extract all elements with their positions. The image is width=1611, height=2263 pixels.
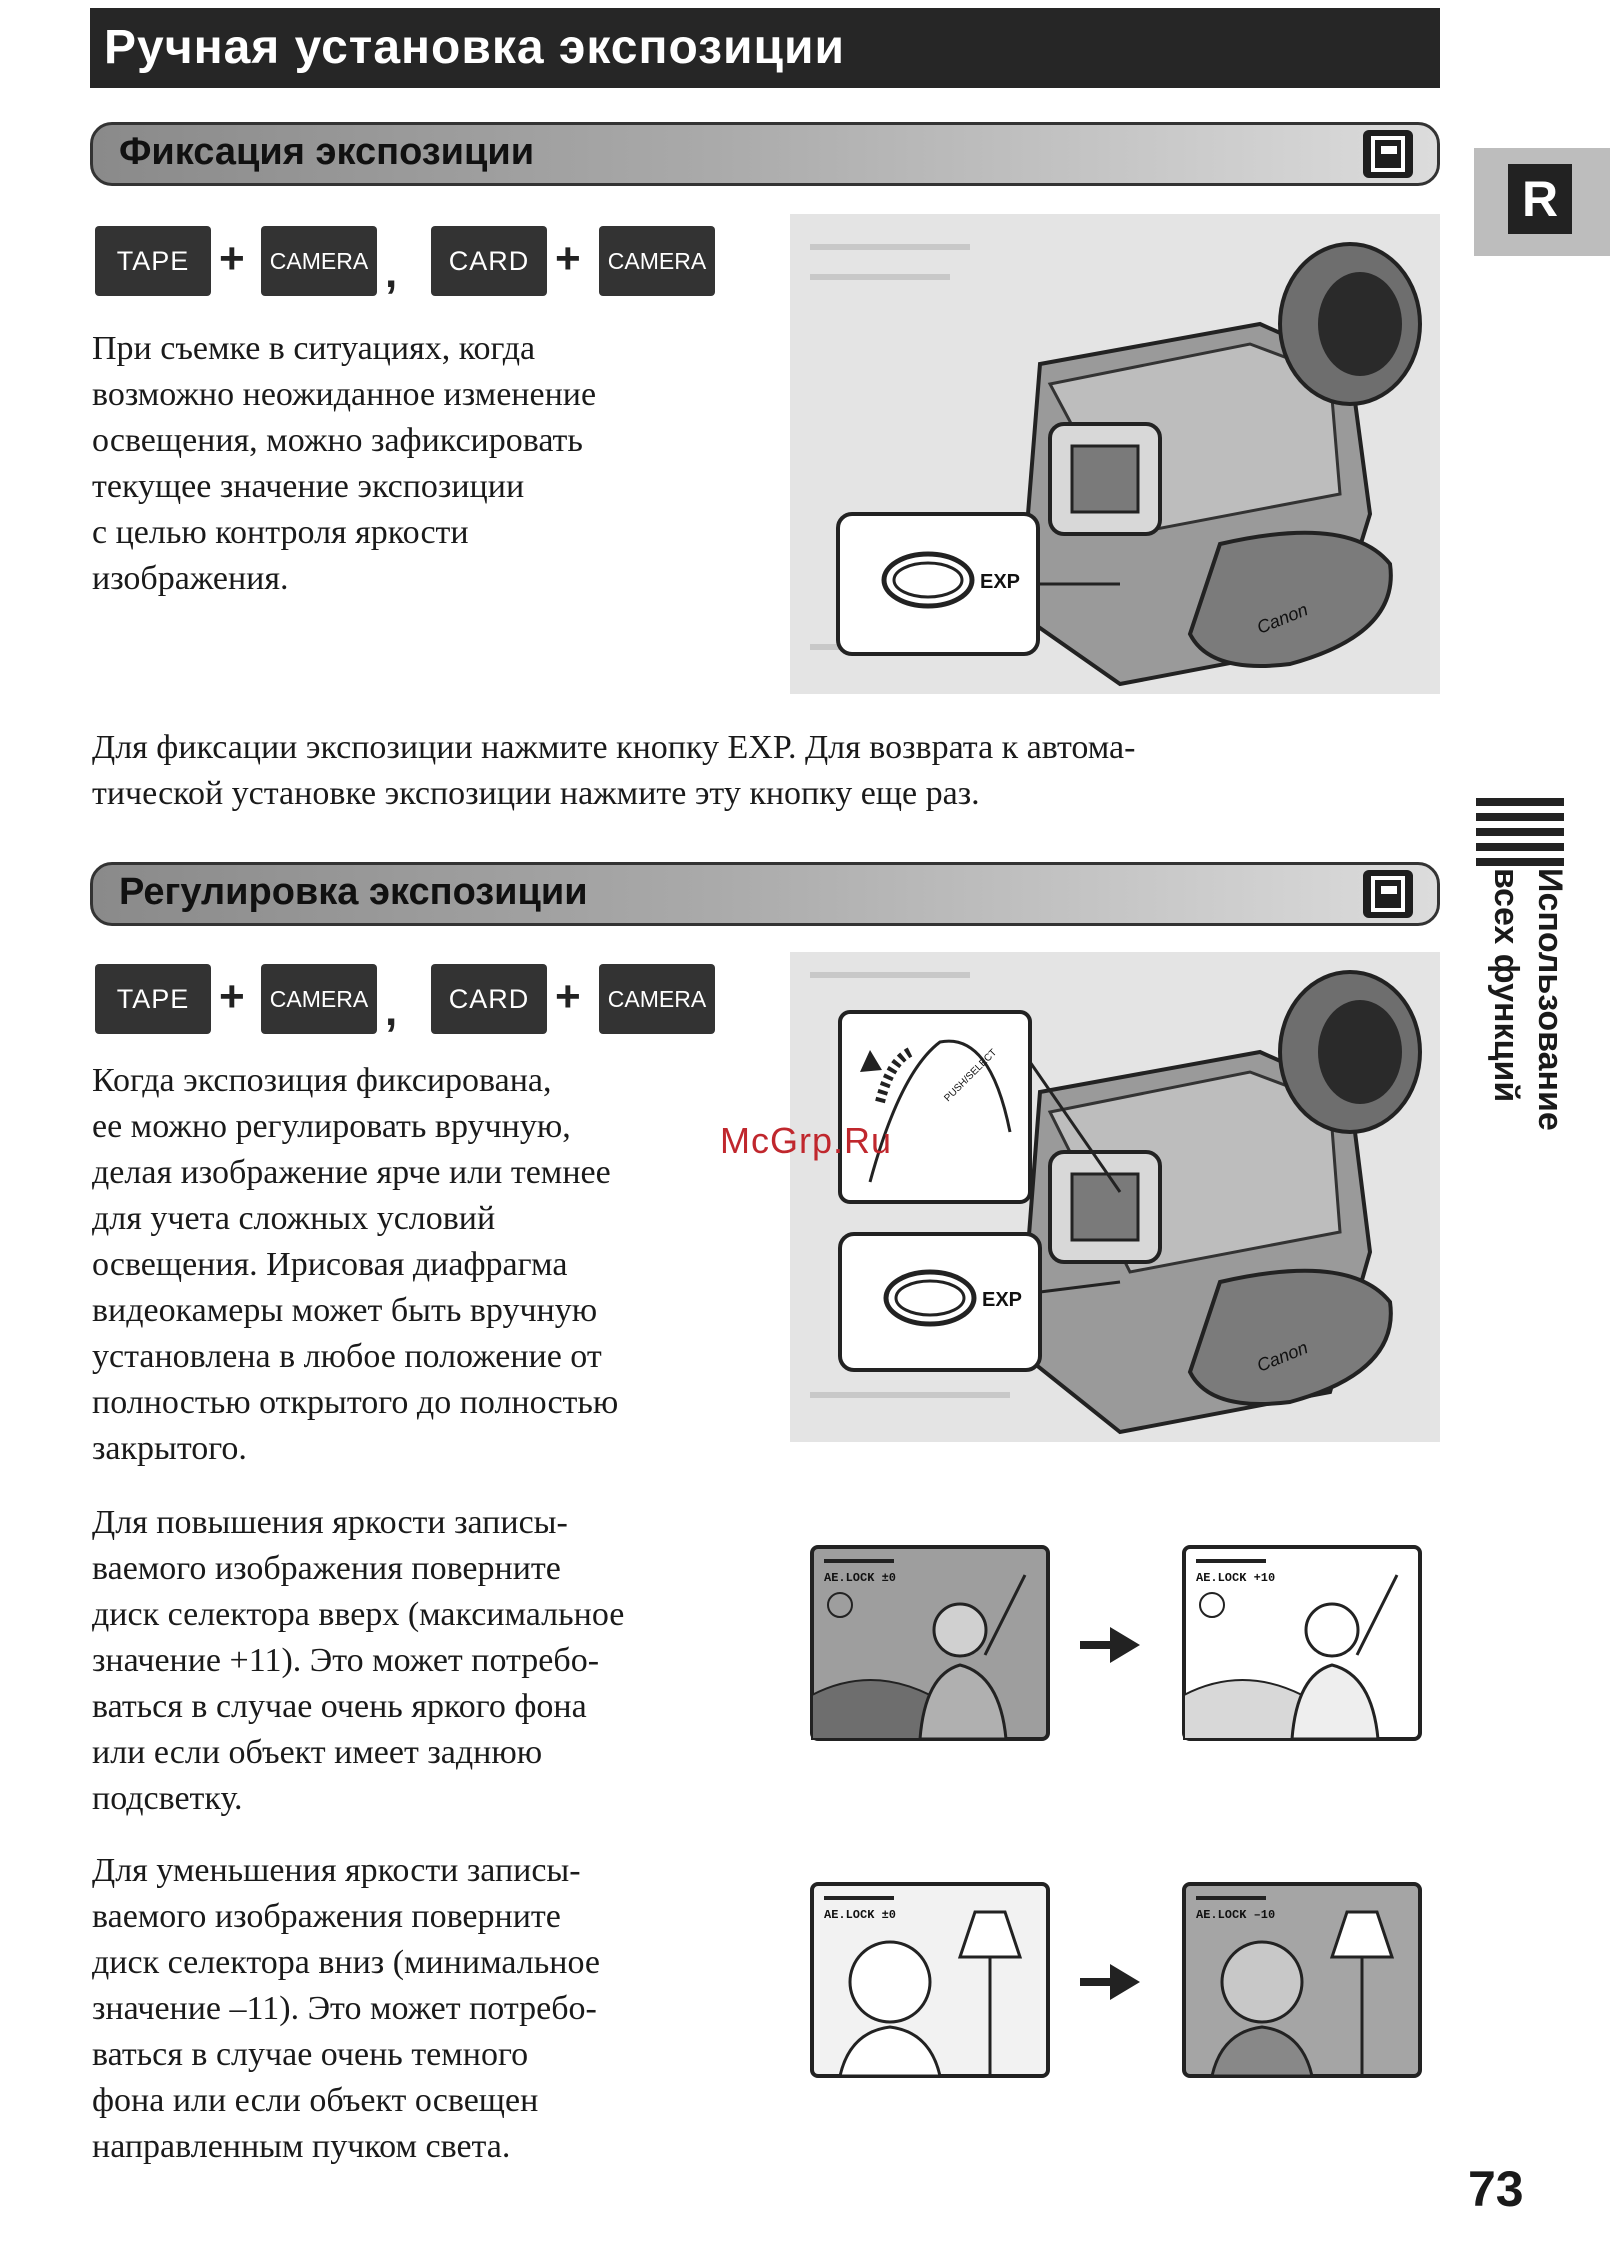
plus-sign: + (219, 234, 245, 283)
exp-button-label: EXP (982, 1289, 1023, 1311)
section-header-lock (90, 122, 1440, 186)
darker-text: Для уменьшения яркости записы- ваемого изображения поверните диск селектора вниз (минимальное значение –11). Это может потребо- ваться в случае очень темного фона или если объект освещен направленным пучком света. (92, 1852, 600, 2165)
camcorder-illustration-1 (790, 214, 1440, 694)
camera-key: CAMERA (599, 226, 715, 296)
screen-readout: AE.LOCK ±0 (824, 1571, 897, 1585)
camcorder-illustration-2 (790, 952, 1440, 1442)
tape-key: TAPE (95, 964, 211, 1034)
section-heading: Регулировка экспозиции (119, 871, 588, 913)
chapter-label: Использование всех функций (1487, 868, 1569, 1131)
chapter-marker-lines (1476, 798, 1564, 873)
dial-label: PUSH/SELECT (942, 1047, 1000, 1105)
card-key: CARD (431, 226, 547, 296)
camera-key: CAMERA (261, 964, 377, 1034)
exp-button-label: EXP (980, 571, 1021, 593)
comma-sign: , (385, 986, 398, 1035)
camera-key: CAMERA (261, 226, 377, 296)
page-title: Ручная установка экспозиции (90, 8, 1440, 88)
lock-intro-text: При съемке в ситуациях, когда возможно неожиданное изменение освещения, можно зафиксировать текущее значение экспозиции с целью контроля яркости изображения. (92, 330, 597, 597)
watermark: McGrp.Ru (720, 1120, 893, 1161)
tape-key: TAPE (95, 226, 211, 296)
page-number: 73 (1468, 2161, 1524, 2217)
adjust-intro-text: Когда экспозиция фиксирована, ее можно регулировать вручную, делая изображение ярче или темнее для учета сложных условий освещения. Ирисовая диафрагма видеокамеры может быть вручную установлена в любое положение от полностью открытого до полностью закрытого. (92, 1062, 619, 1467)
mode-keys-row (95, 226, 735, 306)
mode-keys-row (95, 964, 735, 1044)
screen-readout: AE.LOCK –10 (1196, 1908, 1276, 1922)
section-header-adjust (90, 862, 1440, 926)
plus-sign: + (219, 972, 245, 1021)
mode-icon (1363, 870, 1413, 918)
darker-example (810, 1882, 1430, 2082)
brand-logo: Canon (1254, 1337, 1311, 1376)
plus-sign: + (555, 972, 581, 1021)
screen-readout: AE.LOCK ±0 (824, 1908, 897, 1922)
mode-icon (1363, 130, 1413, 178)
brighter-example (810, 1545, 1430, 1745)
chapter-tab (1474, 148, 1610, 256)
section-heading: Фиксация экспозиции (119, 131, 535, 173)
plus-sign: + (555, 234, 581, 283)
camera-key: CAMERA (599, 964, 715, 1034)
lock-instruction-text: Для фиксации экспозиции нажмите кнопку EXP. Для возврата к автома- тической установке экспозиции нажмите эту кнопку еще раз. (92, 729, 1136, 812)
screen-readout: AE.LOCK +10 (1196, 1571, 1276, 1585)
chapter-letter: R (1508, 164, 1572, 234)
comma-sign: , (385, 248, 398, 297)
brighter-text: Для повышения яркости записы- ваемого изображения поверните диск селектора вверх (максимальное значение +11). Это может потребо- ваться в случае очень яркого фона или если объект имеет заднюю подсветку. (92, 1504, 625, 1817)
card-key: CARD (431, 964, 547, 1034)
brand-logo: Canon (1254, 599, 1311, 638)
